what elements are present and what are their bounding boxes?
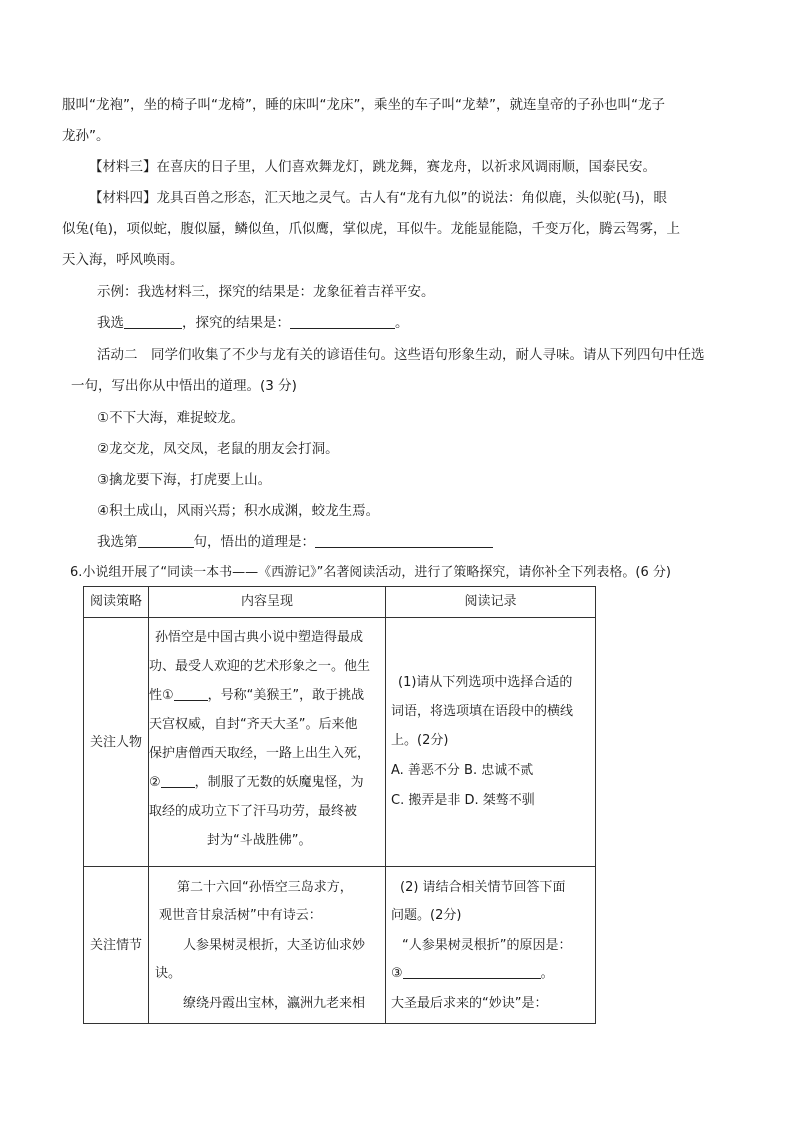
content-line: 保护唐僧西天取经，一路上出生入死， [149,746,371,761]
example-line: 示例：我选材料三，探究的结果是：龙象征着吉祥平安。 [97,284,435,300]
choice-suffix: 。 [395,315,409,331]
question-six: 6.小说组开展了“同读一本书——《西游记》”名著阅读活动，进行了策略探究，请你补全下列表格。(6 分) [70,565,671,580]
blank-number: ② [149,775,161,790]
answer-blank[interactable] [138,532,194,548]
strategy-cell: 关注人物 [84,618,149,867]
activity-answer-line [97,532,493,552]
record-line: 上。(2分) [391,733,449,748]
reading-strategy-table [83,586,596,1024]
poem-line: 人参果树灵根折，大圣访仙求妙 [183,938,366,953]
content-line: 取经的成功立下了汗马功劳，最终被 [149,804,358,819]
record-line: 问题。(2分) [391,908,462,923]
material-three: 【材料三】在喜庆的日子里，人们喜欢舞龙灯，跳龙舞，赛龙舟，以祈求风调雨顺，国泰民安。 [89,159,656,175]
content-line: 第二十六回“孙悟空三岛求方， [177,880,353,895]
record-line [391,959,554,988]
blank-number: ③ [391,966,403,981]
proverb-item: ②龙交龙，凤交凤，老鼠的朋友会打洞。 [97,441,339,457]
paragraph-line: 似兔(龟)，项似蛇，腹似蜃，鳞似鱼，爪似鹰，掌似虎，耳似牛。龙能显能隐，千变万化，腾云驾雾，上 [62,221,681,237]
poem-line: 缭绕丹霞出宝林，瀛洲九老来相 [183,996,366,1011]
content-line: 观世音甘泉活树”中有诗云： [159,908,322,923]
content-line [149,681,364,710]
header-content: 内容呈现 [149,587,386,618]
answer-blank[interactable] [174,685,208,701]
record-line: (1)请从下列选项中选择合适的 [398,675,573,690]
record-line: 词语，将选项填在语段中的横线 [391,704,574,719]
content-line [149,768,364,797]
answer-blank[interactable] [290,313,395,329]
choice-middle: ，探究的结果是： [182,315,290,331]
record-line: “人参果树灵根折”的原因是： [402,938,572,953]
paragraph-line: 龙孙”。 [62,128,110,144]
header-strategy: 阅读策略 [84,587,149,618]
record-cell [386,867,596,1024]
choice-prefix: 我选 [97,315,124,331]
answer-prefix: 我选第 [97,534,138,550]
paragraph-line: 天入海，呼风唤雨。 [62,252,184,268]
proverb-item: ①不下大海，难捉蛟龙。 [97,410,245,426]
activity-two-instruction: 一句，写出你从中悟出的道理。(3 分) [71,378,297,394]
proverb-item: ③擒龙要下海，打虎要上山。 [97,472,272,488]
content-cell [149,618,386,867]
material-four: 【材料四】龙具百兽之形态，汇天地之灵气。古人有“龙有九似”的说法：角似鹿，头似驼(马)，眼 [89,190,668,206]
answer-blank[interactable] [315,532,493,548]
answer-blank[interactable] [403,963,541,979]
option-line: A. 善恶不分 B. 忠诚不贰 [391,763,534,778]
record-line: 大圣最后求来的“妙诀”是： [391,996,548,1011]
answer-blank[interactable] [161,772,195,788]
record-cell [386,618,596,867]
strategy-cell: 关注情节 [84,867,149,1024]
table-header-row [84,587,596,618]
activity-two-title: 活动二 同学们收集了不少与龙有关的谚语佳句。这些语句形象生动，耐人寻味。请从下列四句中任选 [97,347,705,363]
content-line: 封为“斗战胜佛”。 [207,833,312,848]
content-line: 天宫权威，自封“齐天大圣”。后来他 [149,717,358,732]
content-text: ，制服了无数的妖魔鬼怪，为 [194,775,364,790]
answer-blank[interactable] [124,313,182,329]
table-row [84,618,596,867]
content-line: 功、最受人欢迎的艺术形象之一。他生 [149,659,371,674]
answer-middle: 句，悟出的道理是： [193,534,315,550]
content-line: 孙悟空是中国古典小说中塑造得最成 [155,630,364,645]
choice-line [97,313,409,333]
poem-line: 诀。 [155,966,182,981]
record-line: (2) 请结合相关情节回答下面 [400,880,566,895]
content-cell [149,867,386,1024]
header-record: 阅读记录 [386,587,596,618]
content-text: 。 [540,966,554,981]
blank-number: 性① [149,688,174,703]
proverb-item: ④积土成山，风雨兴焉；积水成渊，蛟龙生焉。 [97,503,380,519]
option-line: C. 搬弄是非 D. 桀骜不驯 [391,793,535,808]
content-text: ，号称“美猴王”，敢于挑战 [207,688,365,703]
table-row [84,867,596,1024]
paragraph-line: 服叫“龙袍”，坐的椅子叫“龙椅”，睡的床叫“龙床”，乘坐的车子叫“龙辇”，就连皇帝的子孙也叫“龙子 [62,97,665,113]
